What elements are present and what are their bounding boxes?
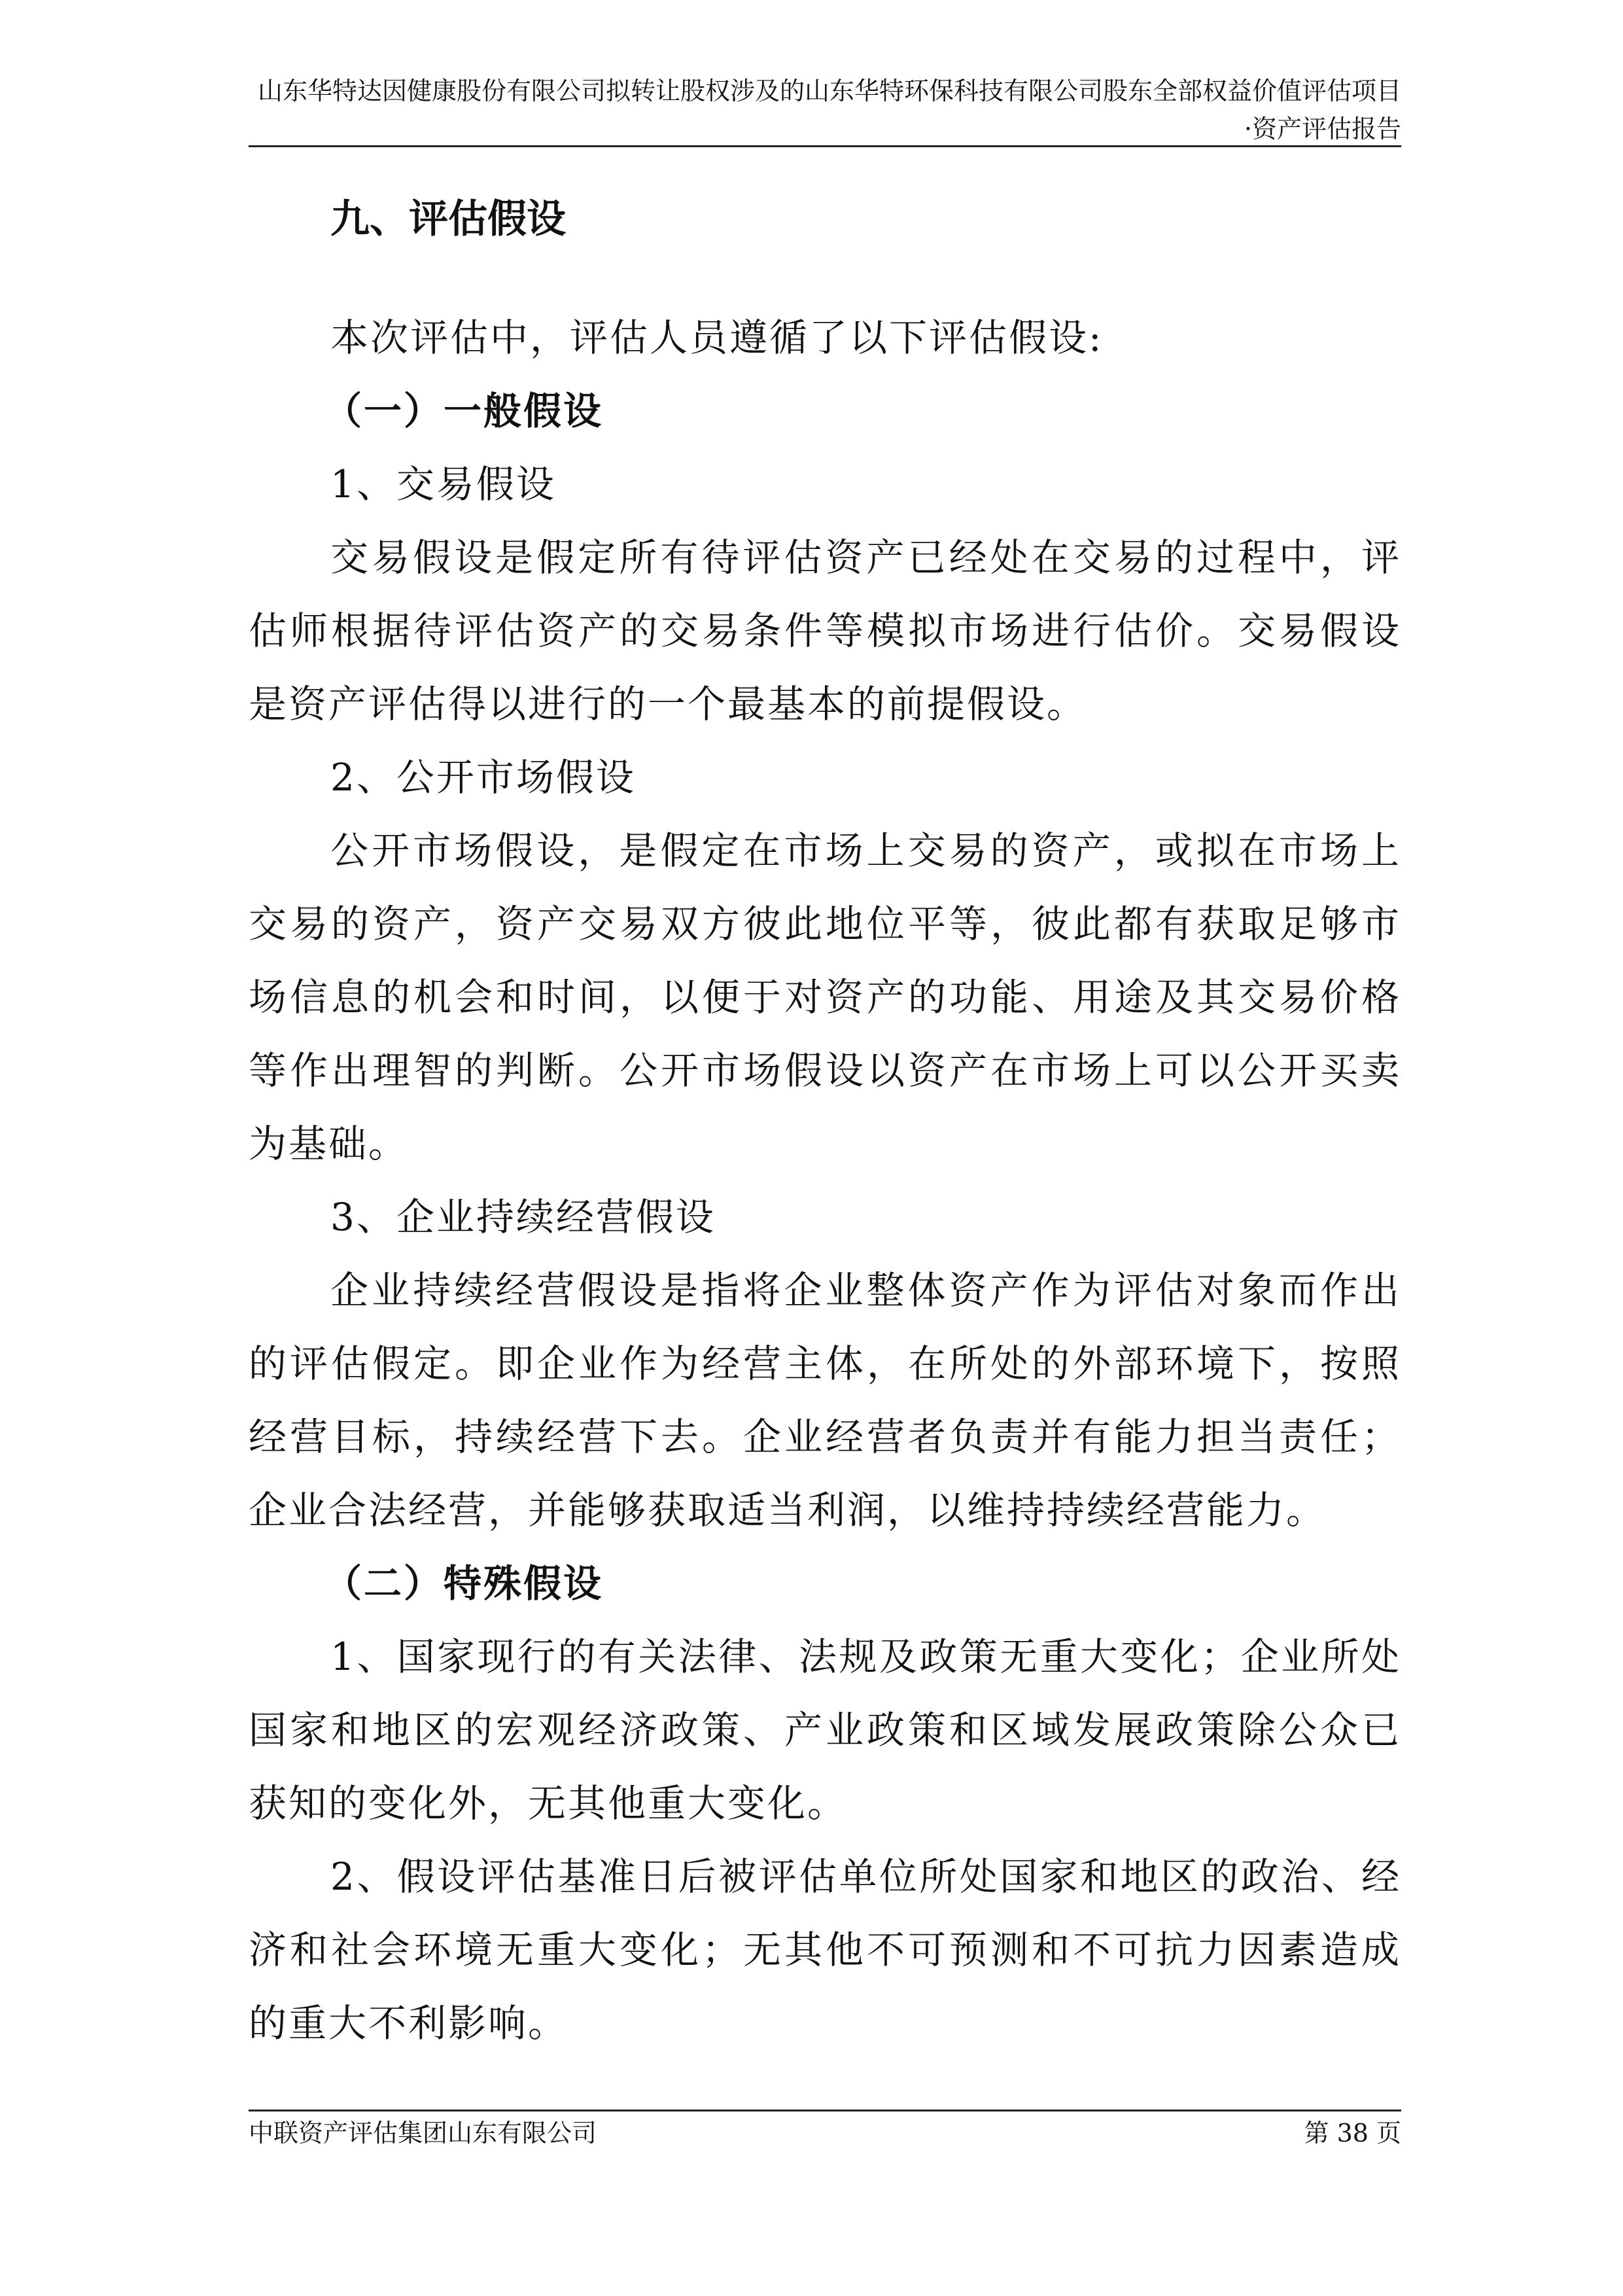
footer-page-number: 第 38 页 (1304, 2119, 1401, 2147)
header-line-2: ·资产评估报告 (1244, 115, 1401, 143)
item-heading-open-market: 2、公开市场假设 (330, 755, 636, 800)
paragraph-transaction: 交易假设是假定所有待评估资产已经处在交易的过程中，评估师根据待评估资产的交易条件等模拟市场进行估价。交易假设是资产评估得以进行的一个最基本的前提假设。 (249, 535, 1401, 726)
header-divider (249, 145, 1401, 147)
paragraph-intro: 本次评估中，评估人员遵循了以下评估假设: (330, 315, 1104, 360)
header-line-1: 山东华特达因健康股份有限公司拟转让股权涉及的山东华特环保科技有限公司股东全部权益价值评估项目 (257, 77, 1401, 105)
section-title: 九、评估假设 (330, 196, 566, 242)
paragraph-special-2: 2、假设评估基准日后被评估单位所处国家和地区的政治、经济和社会环境无重大变化；无其他不可预测和不可抗力因素造成的重大不利影响。 (249, 1854, 1401, 2045)
footer-divider (249, 2110, 1401, 2111)
paragraph-special-1: 1、国家现行的有关法律、法规及政策无重大变化；企业所处国家和地区的宏观经济政策、产业政策和区域发展政策除公众已获知的变化外，无其他重大变化。 (249, 1634, 1401, 1826)
paragraph-list (249, 301, 1401, 2060)
item-heading-transaction: 1、交易假设 (330, 462, 556, 506)
page-header (249, 72, 1401, 148)
paragraph-open-market: 公开市场假设，是假定在市场上交易的资产，或拟在市场上交易的资产，资产交易双方彼此地位平等，彼此都有获取足够市场信息的机会和时间，以便于对资产的功能、用途及其交易价格等作出理智的判断。公开市场假设以资产在市场上可以公开买卖为基础。 (249, 828, 1401, 1166)
footer-company: 中联资产评估集团山东有限公司 (249, 2119, 597, 2147)
item-heading-going-concern: 3、企业持续经营假设 (330, 1195, 716, 1239)
subheading-special-assumptions: （二）特殊假设 (324, 1561, 604, 1606)
subheading-general-assumptions: （一）一般假设 (324, 389, 604, 433)
paragraph-going-concern: 企业持续经营假设是指将企业整体资产作为评估对象而作出的评估假定。即企业作为经营主体，在所处的外部环境下，按照经营目标，持续经营下去。企业经营者负责并有能力担当责任；企业合法经营，并能够获取适当利润，以维持持续经营能力。 (249, 1268, 1401, 1532)
